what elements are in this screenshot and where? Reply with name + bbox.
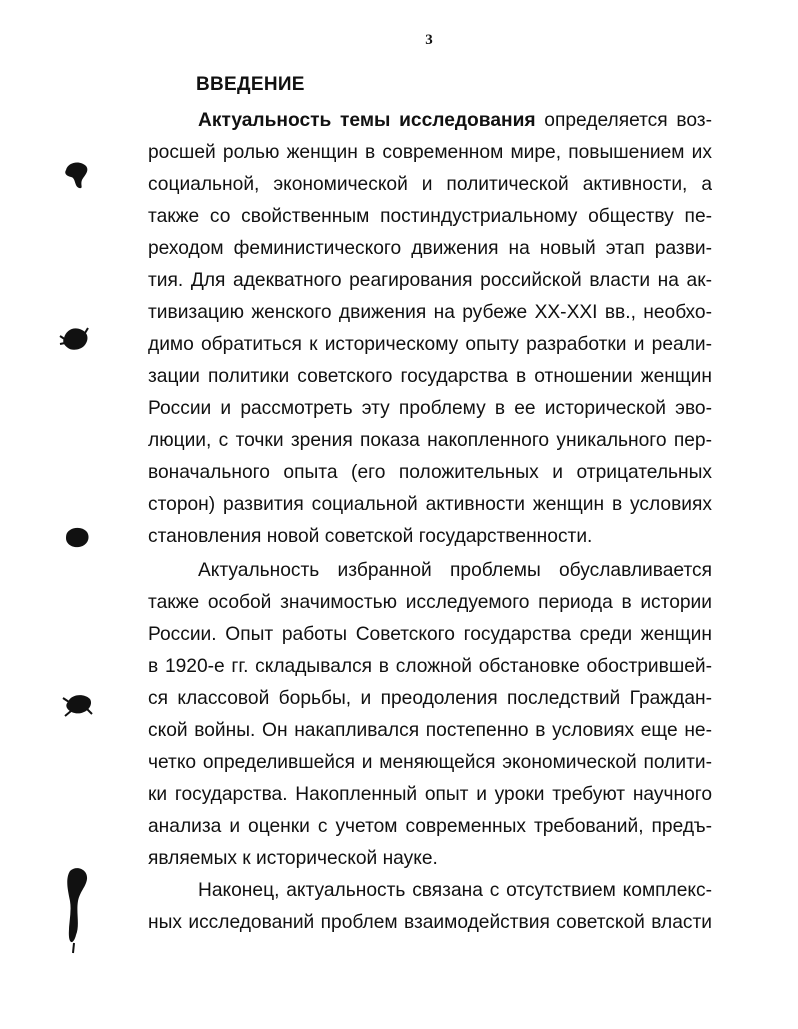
ink-blot-icon — [62, 524, 92, 550]
paragraph-1 — [148, 105, 712, 553]
ink-blot-icon — [60, 865, 94, 955]
text-line: также со свойственным постиндустриальному обществу пе- — [148, 206, 712, 227]
paragraph-2 — [148, 555, 712, 875]
text-line: анализа и оценки с учетом современных требований, предъ- — [148, 816, 712, 837]
text-line: социальной, экономической и политической активности, а — [148, 174, 712, 195]
text-line: Актуальность избранной проблемы обуславливается — [198, 560, 712, 581]
ink-blot-icon — [62, 160, 92, 190]
text-line: тивизацию женского движения на рубеже XX-XXI вв., необхо- — [148, 302, 712, 323]
text-line: росшей ролью женщин в современном мире, повышением их — [148, 142, 712, 163]
text-line: Наконец, актуальность связана с отсутствием комплекс- — [198, 880, 712, 901]
text-line: России. Опыт работы Советского государства среди женщин — [148, 624, 712, 645]
text-line: в 1920-е гг. складывался в сложной обстановке обострившей- — [148, 656, 712, 677]
paragraph-lead: Актуальность темы исследования — [198, 110, 536, 131]
text-line: являемых к исторической науке. — [148, 848, 438, 869]
text-line: ных исследований проблем взаимодействия советской власти — [148, 912, 712, 933]
text-line: ки государства. Накопленный опыт и уроки требуют научного — [148, 784, 712, 805]
ink-blot-icon — [58, 324, 94, 354]
paragraph-3 — [148, 875, 712, 939]
text-line — [148, 105, 712, 137]
ink-blot-icon — [62, 690, 96, 720]
text-line: четко определившейся и меняющейся экономической полити- — [148, 752, 712, 773]
text-line: ся классовой борьбы, и преодоления последствий Граждан- — [148, 688, 712, 709]
text-line: димо обратиться к историческому опыту разработки и реали- — [148, 334, 712, 355]
text-line: воначального опыта (его положительных и отрицательных — [148, 462, 712, 483]
text-line: сторон) развития социальной активности женщин в условиях — [148, 494, 712, 515]
text-line: тия. Для адекватного реагирования российской власти на ак- — [148, 270, 712, 291]
text-line: ской войны. Он накапливался постепенно в условиях еще не- — [148, 720, 712, 741]
text-line: становления новой советской государственности. — [148, 526, 593, 547]
text-line: зации политики советского государства в отношении женщин — [148, 366, 712, 387]
text-line-rest: определяется воз- — [535, 110, 712, 131]
text-line: люции, с точки зрения показа накопленного уникального пер- — [148, 430, 712, 451]
text-line: России и рассмотреть эту проблему в ее исторической эво- — [148, 398, 712, 419]
section-heading: ВВЕДЕНИЕ — [196, 74, 305, 95]
text-line: реходом феминистического движения на новый этап разви- — [148, 238, 712, 259]
text-line: также особой значимостью исследуемого периода в истории — [148, 592, 712, 613]
page-number: 3 — [425, 32, 433, 48]
